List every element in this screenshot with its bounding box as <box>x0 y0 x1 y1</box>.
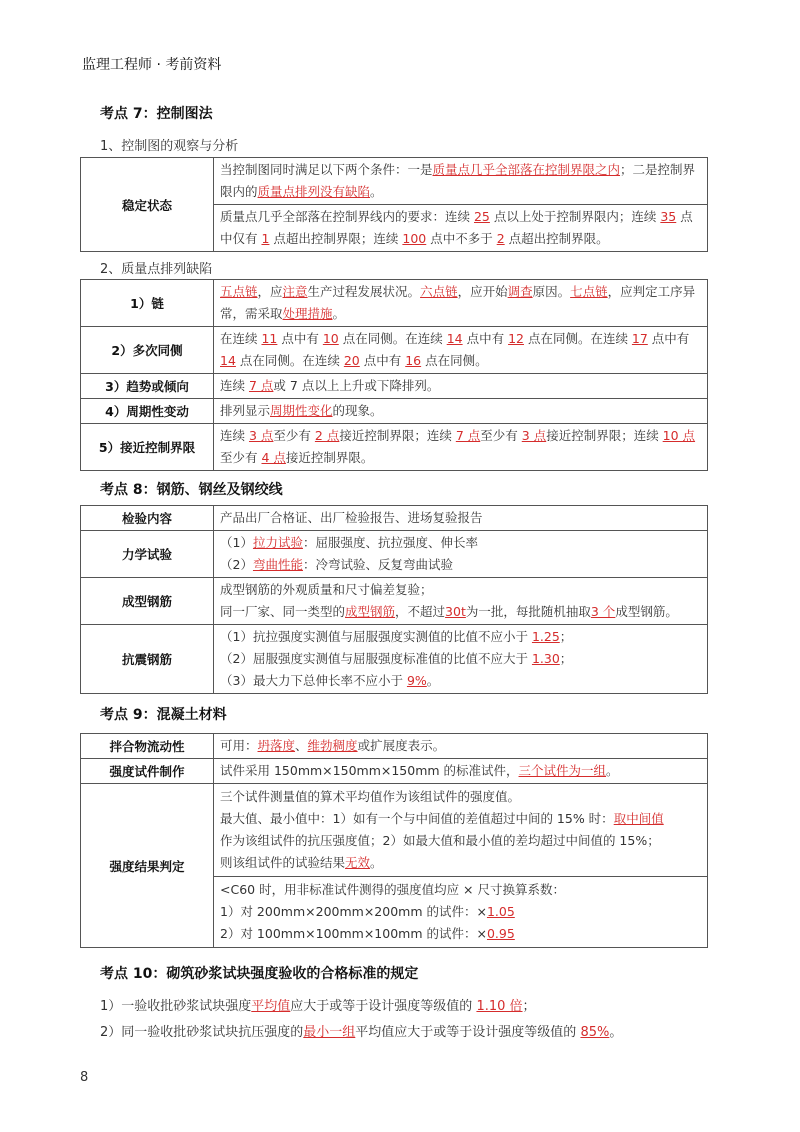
section-10-para-2 <box>100 1021 622 1040</box>
highlight: 周期性变化 <box>270 403 333 418</box>
highlight: 质量点几乎全部落在控制界限之内 <box>432 162 621 177</box>
highlight: 16 <box>405 353 422 368</box>
highlight: 三个试件为一组 <box>518 763 607 778</box>
text: 至少有 <box>480 428 522 443</box>
highlight: 9% <box>406 673 427 688</box>
highlight: 维勃稠度 <box>307 738 358 753</box>
make-label: 强度试件制作 <box>81 759 214 784</box>
text: （1）抗拉强度实测值与屈服强度实测值的比值不应小于 <box>220 629 532 644</box>
text: 接近控制界限。 <box>285 450 374 465</box>
stable-requirement-cell <box>214 205 708 252</box>
text: 。 <box>606 763 619 778</box>
highlight: 1 <box>261 231 270 246</box>
text: 点中不多于 <box>426 231 497 246</box>
highlight: 20 <box>343 353 360 368</box>
text: 。 <box>370 855 383 871</box>
highlight: 0.95 <box>486 926 515 942</box>
judge-cell-2 <box>214 877 708 948</box>
highlight: 11 <box>261 331 278 346</box>
text: 成型钢筋。 <box>615 604 678 619</box>
text: ，不超过 <box>395 604 446 619</box>
trend-label: 3）趋势或倾向 <box>81 374 214 399</box>
section-8-title: 考点 8：钢筋、钢丝及钢绞线 <box>100 482 283 498</box>
judge-line-1: 三个试件测量值的算术平均值作为该组试件的强度值。 <box>220 789 521 805</box>
text: 质量点几乎全部落在控制界线内的要求：连续 <box>220 209 474 224</box>
page-number: 8 <box>80 1070 89 1085</box>
highlight: 3 个 <box>590 604 616 619</box>
section-7-title: 考点 7：控制图法 <box>100 106 213 122</box>
period-label: 4）周期性变动 <box>81 399 214 424</box>
highlight: 1.30 <box>531 651 560 666</box>
trend-cell <box>214 374 708 399</box>
defect-table <box>80 279 708 471</box>
text: 的现象。 <box>332 403 383 418</box>
highlight: 最小一组 <box>303 1025 356 1040</box>
seismic-line-1 <box>220 626 701 648</box>
highlight: 六点链 <box>420 284 458 299</box>
highlight: 7 点 <box>455 428 481 443</box>
period-cell <box>214 399 708 424</box>
make-cell <box>214 759 708 784</box>
inspect-label: 检验内容 <box>81 506 214 531</box>
text: 当控制图同时满足以下两个条件：一是 <box>220 162 433 177</box>
formed-line-1: 成型钢筋的外观质量和尺寸偏差复验； <box>220 582 433 597</box>
section-10-title: 考点 10：砌筑砂浆试块强度验收的合格标准的规定 <box>100 966 419 982</box>
mech-label: 力学试验 <box>81 531 214 578</box>
text: 、 <box>295 738 308 753</box>
text: 2）对 100mm×100mm×100mm 的试件：× <box>220 926 487 942</box>
text: 同一厂家、同一类型的 <box>220 604 346 619</box>
text: （2） <box>220 557 253 572</box>
highlight: 10 点 <box>662 428 696 443</box>
highlight: 成型钢筋 <box>345 604 396 619</box>
text: 点中有 <box>359 353 406 368</box>
stable-state-table <box>80 157 708 252</box>
highlight: 注意 <box>282 284 308 299</box>
highlight: 七点链 <box>570 284 608 299</box>
highlight: 取中间值 <box>613 811 664 827</box>
highlight: 14 <box>446 331 463 346</box>
text: （2）屈服强度实测值与屈服强度标准值的比值不应大于 <box>220 651 532 666</box>
side-label: 2）多次同侧 <box>81 327 214 374</box>
formed-cell <box>214 578 708 625</box>
concrete-table <box>80 733 708 948</box>
text: 点以上处于控制界限内；连续 <box>489 209 661 224</box>
text: 2）同一验收批砂浆试块抗压强度的 <box>100 1025 304 1040</box>
text: 连续 <box>220 378 249 393</box>
highlight: 2 点 <box>314 428 340 443</box>
text: 1）一验收批砂浆试块强度 <box>100 999 252 1014</box>
seismic-cell <box>214 625 708 694</box>
text: 最大值、最小值中：1）如有一个与中间值的差值超过中间的 15% 时： <box>220 811 614 827</box>
highlight: 3 点 <box>521 428 547 443</box>
chain-label: 1）链 <box>81 280 214 327</box>
highlight: 2 <box>496 231 505 246</box>
text: 试件采用 150mm×150mm×150mm 的标准试件， <box>220 763 519 778</box>
text: 1）对 200mm×200mm×200mm 的试件：× <box>220 904 487 920</box>
highlight: 调查 <box>507 284 533 299</box>
text: 点在同侧。在连续 <box>235 353 344 368</box>
stable-label: 稳定状态 <box>81 158 214 252</box>
text: 点超出控制界限；连续 <box>269 231 403 246</box>
text: 。 <box>609 1025 623 1040</box>
judge-label: 强度结果判定 <box>81 784 214 948</box>
text: 。 <box>332 306 346 321</box>
near-label: 5）接近控制界限 <box>81 424 214 471</box>
highlight: 1.05 <box>486 904 515 920</box>
highlight: 30t <box>445 604 466 619</box>
highlight: 12 <box>508 331 524 346</box>
section-7-sub2: 2、质量点排列缺陷 <box>100 262 213 277</box>
text: 平均值应大于或等于设计强度等级值的 <box>355 1025 581 1040</box>
text: 原因。 <box>532 284 571 299</box>
formed-label: 成型钢筋 <box>81 578 214 625</box>
flow-cell <box>214 734 708 759</box>
highlight: 85% <box>580 1025 610 1040</box>
highlight: 35 <box>660 209 677 224</box>
seismic-line-2 <box>220 648 701 670</box>
judge-line-5: <C60 时，用非标准试件测得的强度值均应 × 尺寸换算系数： <box>220 882 566 898</box>
text: 连续 <box>220 428 249 443</box>
text: 接近控制界限；连续 <box>546 428 663 443</box>
highlight: 10 <box>322 331 339 346</box>
text: 为一批，每批随机抽取 <box>465 604 591 619</box>
text: ：屈服强度、抗拉强度、伸长率 <box>302 535 478 550</box>
mech-line-2 <box>220 554 701 576</box>
section-10-para-1 <box>100 995 536 1014</box>
text: 或 7 点以上上升或下降排列。 <box>273 378 440 393</box>
highlight: 17 <box>631 331 648 346</box>
highlight: 1.25 <box>531 629 560 644</box>
flow-label: 拌合物流动性 <box>81 734 214 759</box>
text: 在连续 <box>220 331 262 346</box>
text: （1） <box>220 535 253 550</box>
mech-cell <box>214 531 708 578</box>
near-cell <box>214 424 708 471</box>
text: （3）最大力下总伸长率不应小于 <box>220 673 407 688</box>
judge-line-4 <box>220 852 701 874</box>
text: 应大于或等于设计强度等级值的 <box>290 999 477 1014</box>
judge-cell-1 <box>214 784 708 877</box>
text: 点在同侧。在连续 <box>338 331 447 346</box>
text: 则该组试件的试验结果 <box>220 855 346 871</box>
text: 点超出控制界限。 <box>504 231 609 246</box>
seismic-label: 抗震钢筋 <box>81 625 214 694</box>
text: ； <box>522 999 536 1014</box>
text: 。 <box>426 673 440 688</box>
inspect-cell: 产品出厂合格证、出厂检验报告、进场复验报告 <box>214 506 708 531</box>
chain-cell <box>214 280 708 327</box>
text: ，应开始 <box>457 284 508 299</box>
text: 至少有 <box>273 428 315 443</box>
text: 点在同侧。 <box>421 353 488 368</box>
mech-line-1 <box>220 532 701 554</box>
text: ； <box>559 629 573 644</box>
highlight: 1.10 倍 <box>476 999 523 1014</box>
steel-table <box>80 505 708 694</box>
text: 点在同侧。在连续 <box>523 331 632 346</box>
text: ：冷弯试验、反复弯曲试验 <box>302 557 453 572</box>
judge-line-3: 作为该组试件的抗压强度值；2）如最大值和最小值的差均超过中间值的 15%； <box>220 833 660 849</box>
text: 接近控制界限；连续 <box>339 428 456 443</box>
page-header <box>82 54 221 74</box>
text: ，应判定工序异常，需采取 <box>220 284 696 321</box>
text: 点中有 <box>277 331 323 346</box>
text: ；二是控制界限内的 <box>220 162 696 199</box>
highlight: 弯曲性能 <box>252 557 303 572</box>
text: 或扩展度表示。 <box>357 738 446 753</box>
header-subtitle: 考前资料 <box>165 57 222 73</box>
header-title: 监理工程师 <box>82 57 152 73</box>
judge-line-6 <box>220 901 701 923</box>
highlight: 平均值 <box>251 999 291 1014</box>
highlight: 坍落度 <box>257 738 296 753</box>
highlight: 7 点 <box>248 378 274 393</box>
text: 至少有 <box>220 450 262 465</box>
highlight: 五点链 <box>220 284 258 299</box>
judge-line-2 <box>220 808 701 830</box>
text: 排列显示 <box>220 403 271 418</box>
highlight: 处理措施 <box>282 306 333 321</box>
stable-condition-cell <box>214 158 708 205</box>
highlight: 质量点排列没有缺陷 <box>257 184 371 199</box>
text: 可用： <box>220 738 258 753</box>
seismic-line-3 <box>220 670 701 692</box>
text: 点中有 <box>647 331 690 346</box>
section-7-sub1: 1、控制图的观察与分析 <box>100 139 239 154</box>
highlight: 拉力试验 <box>252 535 303 550</box>
text: 。 <box>370 184 383 199</box>
header-dot: · <box>156 57 161 73</box>
judge-line-7 <box>220 923 701 945</box>
highlight: 25 <box>473 209 490 224</box>
text: ，应 <box>257 284 283 299</box>
highlight: 100 <box>402 231 427 246</box>
text: 点中仅有 <box>220 209 693 246</box>
highlight: 无效 <box>345 855 371 871</box>
highlight: 14 <box>220 353 236 368</box>
section-9-title: 考点 9：混凝土材料 <box>100 707 227 723</box>
text: ； <box>559 651 573 666</box>
formed-line-2 <box>220 601 701 623</box>
highlight: 3 点 <box>248 428 274 443</box>
text: 生产过程发展状况。 <box>307 284 421 299</box>
text: 点中有 <box>462 331 509 346</box>
side-cell <box>214 327 708 374</box>
highlight: 4 点 <box>261 450 286 465</box>
